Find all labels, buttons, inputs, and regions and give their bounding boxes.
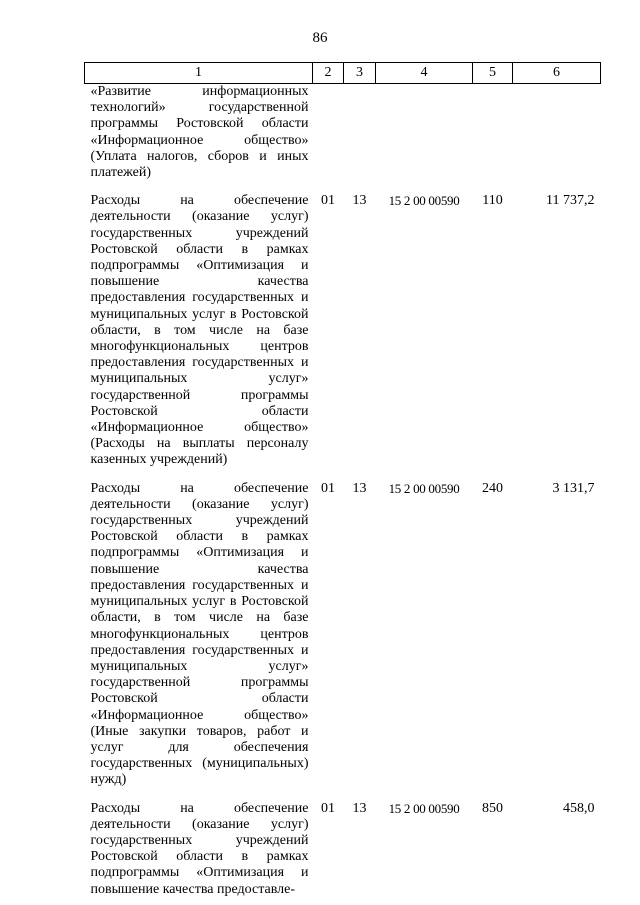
row-description: «Развитие информационных технологий» государственной программы Ростовской области «Информационное общество» (Уплата налогов, сборов и иных платежей) — [90, 84, 309, 181]
column-header-6: 6 — [513, 63, 601, 84]
row-expense-type — [473, 84, 513, 182]
column-header-1: 1 — [85, 63, 313, 84]
row-target-code — [376, 84, 473, 182]
row-expense-type: 110 — [482, 193, 503, 209]
row-amount: 11 737,2 — [546, 193, 595, 209]
column-header-3: 3 — [344, 63, 376, 84]
row-expense-type: 240 — [482, 480, 503, 496]
table-row — [85, 193, 601, 468]
row-target-code: 15 2 00 00590 — [388, 193, 460, 209]
row-subsection: 13 — [352, 193, 367, 209]
table-header-row — [85, 63, 601, 84]
row-expense-type: 850 — [482, 800, 503, 816]
table-row — [85, 481, 601, 789]
row-description: Расходы на обеспечение деятельности (оказание услуг) государственных учреждений Ростовской области в рамках подпрограммы «Оптимизация и повышение качества предоставления государственных и муниципальных услуг в Ростовской области, в том числе на базе многофункциональных центров предоставления государственных и муниципальных услуг» государственной программы Ростовской области «Информационное общество» (Иные закупки товаров, работ и услуг для обеспечения государственных (муниципальных) нужд) — [90, 480, 309, 788]
row-description: Расходы на обеспечение деятельности (оказание услуг) государственных учреждений Ростовской области в рамках подпрограммы «Оптимизация и повышение качества предоставления государственных и муниципальных услуг в Ростовской области, в том числе на базе многофункциональных центров предоставления государственных и муниципальных услуг» государственной программы Ростовской области «Информационное общество» (Расходы на выплаты персоналу казенных учреждений) — [90, 193, 309, 468]
row-subsection — [344, 84, 376, 182]
row-section: 01 — [321, 800, 335, 816]
row-section — [313, 84, 344, 182]
row-amount: 458,0 — [563, 800, 595, 816]
column-header-5: 5 — [473, 63, 513, 84]
budget-table — [84, 62, 601, 898]
row-subsection: 13 — [352, 480, 367, 496]
row-description: Расходы на обеспечение деятельности (оказание услуг) государственных учреждений Ростовской области в рамках подпрограммы «Оптимизация и повышение качества предоставле- — [90, 800, 309, 897]
row-amount — [513, 84, 601, 182]
row-section: 01 — [321, 193, 335, 209]
row-amount: 3 131,7 — [552, 480, 595, 496]
row-target-code: 15 2 00 00590 — [388, 480, 460, 496]
row-target-code: 15 2 00 00590 — [388, 800, 460, 816]
row-section: 01 — [321, 480, 335, 496]
column-header-2: 2 — [313, 63, 344, 84]
column-header-4: 4 — [376, 63, 473, 84]
table-row — [85, 84, 601, 182]
page-number: 86 — [312, 30, 328, 46]
row-subsection: 13 — [352, 800, 367, 816]
table-row — [85, 801, 601, 898]
